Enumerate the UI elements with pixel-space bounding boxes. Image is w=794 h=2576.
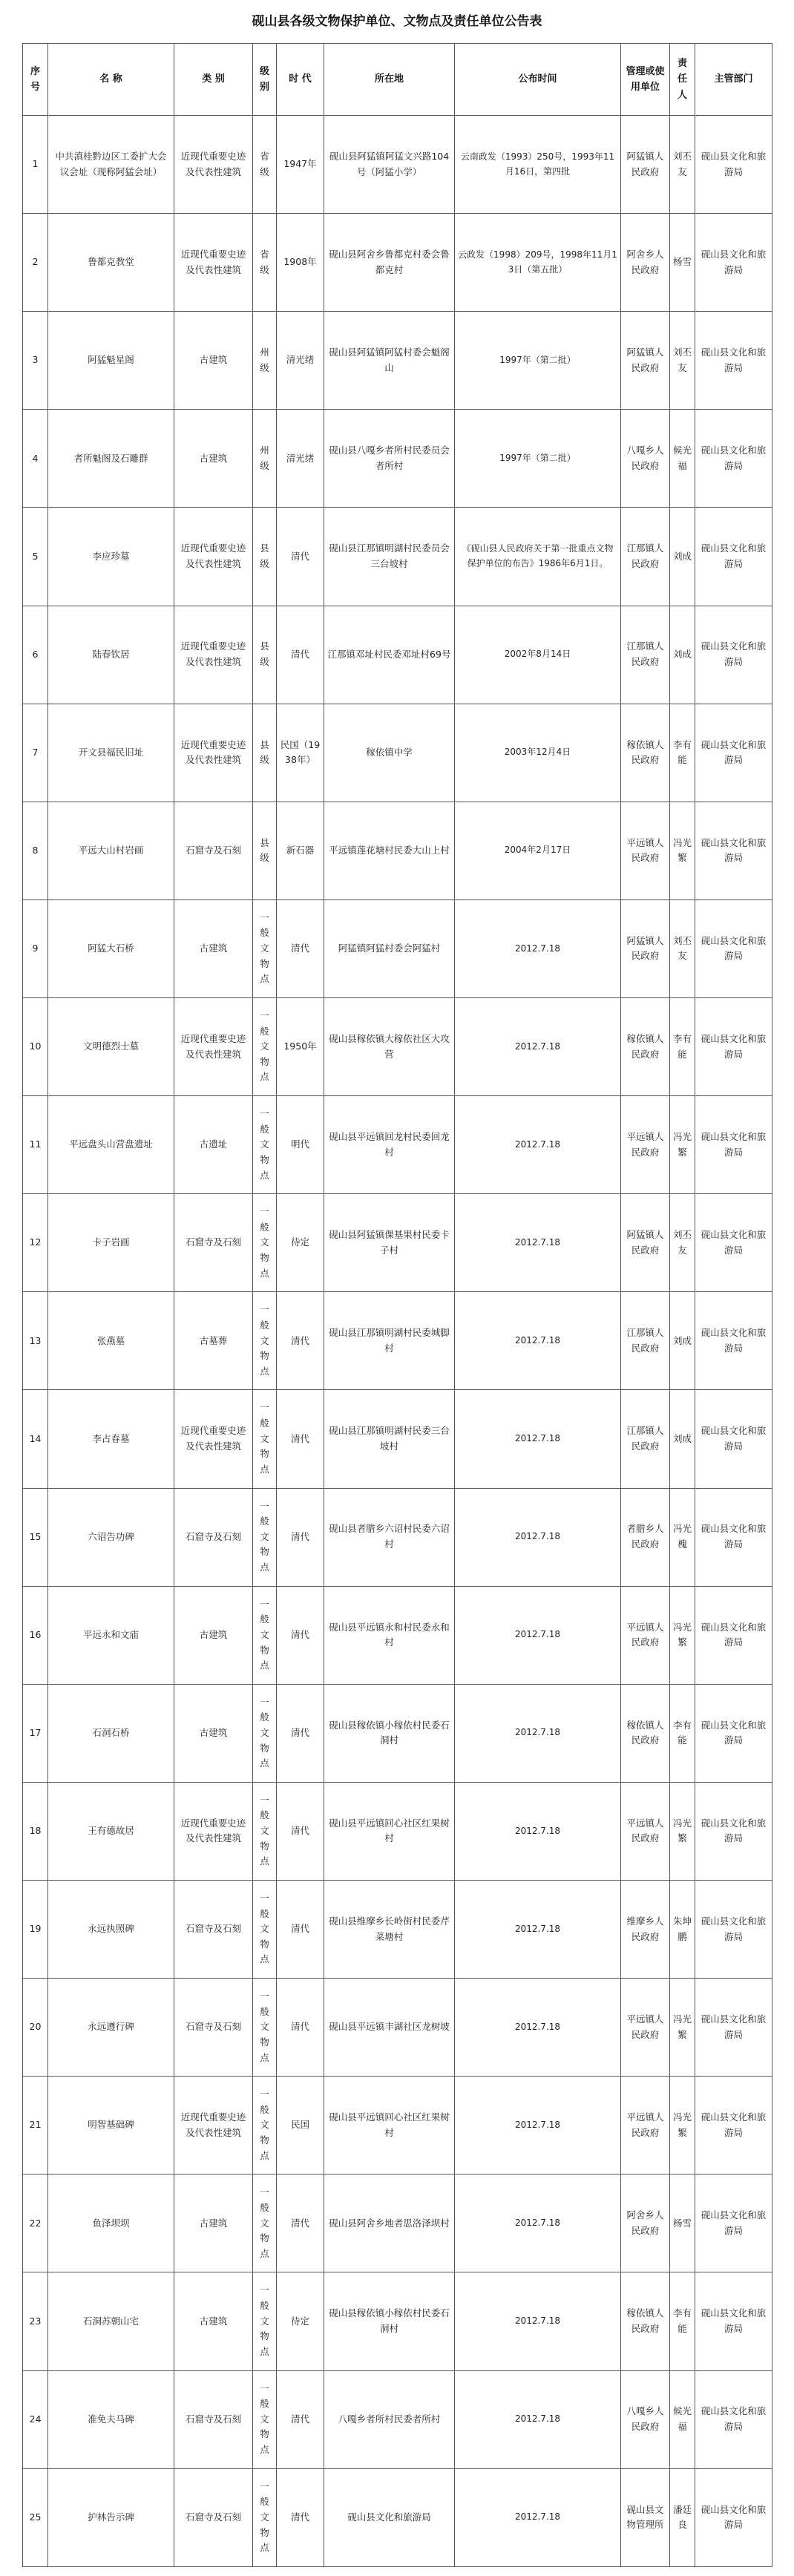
cell-name: 平远盘头山营盘遗址 <box>48 1096 174 1194</box>
cell-location: 砚山县江那镇明湖村民委城脚村 <box>324 1292 455 1390</box>
cell-published: 1997年（第二批） <box>455 410 621 508</box>
cell-level: 一般文物点 <box>253 997 277 1095</box>
cell-name: 永远执照碑 <box>48 1880 174 1978</box>
cell-published: 2012.7.18 <box>455 2468 621 2566</box>
cell-level: 县级 <box>253 704 277 802</box>
cell-manager: 平远镇人民政府 <box>621 2077 670 2174</box>
cell-seq: 5 <box>23 508 48 606</box>
cell-person: 刘成 <box>670 508 695 606</box>
cell-name: 陆春钦居 <box>48 606 174 704</box>
cell-name: 卡子岩画 <box>48 1194 174 1292</box>
cell-level: 一般文物点 <box>253 1880 277 1978</box>
cell-level: 一般文物点 <box>253 1096 277 1194</box>
cell-published: 云政发（1998）209号，1998年11月13日（第五批） <box>455 214 621 312</box>
cell-location: 砚山县平远镇回龙村民委回龙村 <box>324 1096 455 1194</box>
cell-category: 石窟寺及石刻 <box>174 2468 253 2566</box>
cell-location: 稼依镇中学 <box>324 704 455 802</box>
cell-manager: 砚山县文物管理所 <box>621 2468 670 2566</box>
table-body <box>23 116 772 2567</box>
cell-manager: 阿舍乡人民政府 <box>621 214 670 312</box>
cell-level: 一般文物点 <box>253 1194 277 1292</box>
cell-level: 一般文物点 <box>253 2174 277 2272</box>
cell-location: 砚山县阿猛镇倮基果村民委卡子村 <box>324 1194 455 1292</box>
cell-manager: 者腊乡人民政府 <box>621 1488 670 1586</box>
header-manager: 管理或使用单位 <box>621 44 670 116</box>
cell-category: 古建筑 <box>174 2272 253 2370</box>
cell-authority: 砚山县文化和旅游局 <box>695 214 772 312</box>
cell-era: 清代 <box>277 2468 324 2566</box>
cell-seq: 17 <box>23 1684 48 1782</box>
cell-level: 州级 <box>253 410 277 508</box>
cell-level: 县级 <box>253 606 277 704</box>
cell-location: 八嘎乡者所村民委者所村 <box>324 2370 455 2468</box>
cell-seq: 4 <box>23 410 48 508</box>
cell-era: 清代 <box>277 1880 324 1978</box>
cell-manager: 稼依镇人民政府 <box>621 1684 670 1782</box>
header-level: 级别 <box>253 44 277 116</box>
cell-category: 近现代重要史迹及代表性建筑 <box>174 214 253 312</box>
cell-level: 县级 <box>253 802 277 899</box>
cell-category: 古建筑 <box>174 2174 253 2272</box>
cell-era: 清代 <box>277 1488 324 1586</box>
cell-published: 2012.7.18 <box>455 2272 621 2370</box>
cell-seq: 24 <box>23 2370 48 2468</box>
cell-authority: 砚山县文化和旅游局 <box>695 2272 772 2370</box>
cell-era: 明代 <box>277 1096 324 1194</box>
cell-category: 近现代重要史迹及代表性建筑 <box>174 116 253 214</box>
cell-published: 2002年8月14日 <box>455 606 621 704</box>
table-row <box>23 997 772 1095</box>
cell-authority: 砚山县文化和旅游局 <box>695 1880 772 1978</box>
cell-seq: 14 <box>23 1390 48 1488</box>
cell-published: 1997年（第二批） <box>455 312 621 410</box>
cell-published: 2012.7.18 <box>455 899 621 997</box>
table-row <box>23 2370 772 2468</box>
cell-location: 砚山县文化和旅游局 <box>324 2468 455 2566</box>
cell-seq: 18 <box>23 1782 48 1880</box>
cell-person: 冯光繁 <box>670 1782 695 1880</box>
cell-level: 一般文物点 <box>253 1684 277 1782</box>
cell-person: 刘成 <box>670 1292 695 1390</box>
table-row <box>23 1488 772 1586</box>
cell-category: 近现代重要史迹及代表性建筑 <box>174 606 253 704</box>
cell-authority: 砚山县文化和旅游局 <box>695 1782 772 1880</box>
cell-seq: 21 <box>23 2077 48 2174</box>
cell-authority: 砚山县文化和旅游局 <box>695 1096 772 1194</box>
cell-name: 王有德故居 <box>48 1782 174 1880</box>
cell-era: 待定 <box>277 2272 324 2370</box>
cell-category: 石窟寺及石刻 <box>174 1488 253 1586</box>
cell-seq: 25 <box>23 2468 48 2566</box>
cell-name: 石洞石桥 <box>48 1684 174 1782</box>
cell-published: 2012.7.18 <box>455 997 621 1095</box>
header-published: 公布时间 <box>455 44 621 116</box>
cell-published: 云南政发（1993）250号，1993年11月16日，第四批 <box>455 116 621 214</box>
cell-era: 新石器 <box>277 802 324 899</box>
cell-category: 石窟寺及石刻 <box>174 802 253 899</box>
cell-era: 清光绪 <box>277 410 324 508</box>
cell-name: 准免夫马碑 <box>48 2370 174 2468</box>
cell-category: 石窟寺及石刻 <box>174 1194 253 1292</box>
cell-published: 2012.7.18 <box>455 1488 621 1586</box>
cell-published: 2012.7.18 <box>455 1096 621 1194</box>
cell-published: 2004年2月17日 <box>455 802 621 899</box>
cell-published: 2012.7.18 <box>455 1194 621 1292</box>
cell-name: 李占春墓 <box>48 1390 174 1488</box>
cell-seq: 13 <box>23 1292 48 1390</box>
heritage-notice-table <box>22 43 772 2567</box>
cell-era: 清代 <box>277 899 324 997</box>
cell-location: 砚山县稼依镇小稼依村民委石洞村 <box>324 1684 455 1782</box>
cell-name: 永远遵行碑 <box>48 1979 174 2077</box>
cell-person: 候光福 <box>670 2370 695 2468</box>
cell-manager: 稼依镇人民政府 <box>621 997 670 1095</box>
cell-category: 石窟寺及石刻 <box>174 1979 253 2077</box>
cell-category: 近现代重要史迹及代表性建筑 <box>174 704 253 802</box>
cell-manager: 平远镇人民政府 <box>621 802 670 899</box>
cell-location: 砚山县阿猛镇阿猛村委会魁阁山 <box>324 312 455 410</box>
cell-level: 一般文物点 <box>253 1292 277 1390</box>
table-row <box>23 214 772 312</box>
cell-person: 杨雪 <box>670 214 695 312</box>
cell-manager: 平远镇人民政府 <box>621 1096 670 1194</box>
cell-category: 古遗址 <box>174 1096 253 1194</box>
cell-location: 砚山县阿猛镇阿猛文兴路104号（阿猛小学） <box>324 116 455 214</box>
cell-era: 清代 <box>277 1390 324 1488</box>
cell-published: 《砚山县人民政府关于第一批重点文物保护单位的布告》1986年6月1日。 <box>455 508 621 606</box>
cell-name: 开文县福民旧址 <box>48 704 174 802</box>
cell-person: 杨雪 <box>670 2174 695 2272</box>
cell-authority: 砚山县文化和旅游局 <box>695 2077 772 2174</box>
header-location: 所在地 <box>324 44 455 116</box>
cell-era: 清代 <box>277 508 324 606</box>
cell-name: 明智基础碑 <box>48 2077 174 2174</box>
cell-name: 平远大山村岩画 <box>48 802 174 899</box>
cell-location: 砚山县平远镇永和村民委永和村 <box>324 1586 455 1684</box>
cell-person: 冯光繁 <box>670 1096 695 1194</box>
cell-person: 冯光繁 <box>670 802 695 899</box>
cell-seq: 22 <box>23 2174 48 2272</box>
cell-authority: 砚山县文化和旅游局 <box>695 802 772 899</box>
cell-person: 候光福 <box>670 410 695 508</box>
cell-era: 民国 <box>277 2077 324 2174</box>
header-person: 责任人 <box>670 44 695 116</box>
cell-manager: 阿猛镇人民政府 <box>621 312 670 410</box>
cell-category: 石窟寺及石刻 <box>174 1880 253 1978</box>
table-row <box>23 802 772 899</box>
cell-published: 2012.7.18 <box>455 1880 621 1978</box>
cell-authority: 砚山县文化和旅游局 <box>695 2468 772 2566</box>
cell-location: 砚山县阿舍乡鲁都克村委会鲁都克村 <box>324 214 455 312</box>
cell-era: 民国（1938年） <box>277 704 324 802</box>
cell-category: 石窟寺及石刻 <box>174 2370 253 2468</box>
cell-seq: 6 <box>23 606 48 704</box>
cell-published: 2012.7.18 <box>455 2077 621 2174</box>
cell-level: 一般文物点 <box>253 2077 277 2174</box>
cell-authority: 砚山县文化和旅游局 <box>695 2174 772 2272</box>
cell-category: 近现代重要史迹及代表性建筑 <box>174 997 253 1095</box>
cell-manager: 平远镇人民政府 <box>621 1586 670 1684</box>
table-row <box>23 2174 772 2272</box>
header-name: 名 称 <box>48 44 174 116</box>
cell-seq: 2 <box>23 214 48 312</box>
cell-manager: 江那镇人民政府 <box>621 606 670 704</box>
cell-name: 鱼泽坝坝 <box>48 2174 174 2272</box>
cell-person: 冯光繁 <box>670 2077 695 2174</box>
cell-name: 石洞苏朝山宅 <box>48 2272 174 2370</box>
cell-category: 古建筑 <box>174 899 253 997</box>
cell-seq: 3 <box>23 312 48 410</box>
cell-manager: 平远镇人民政府 <box>621 1782 670 1880</box>
cell-level: 一般文物点 <box>253 1390 277 1488</box>
cell-level: 县级 <box>253 508 277 606</box>
cell-seq: 19 <box>23 1880 48 1978</box>
cell-name: 张燕墓 <box>48 1292 174 1390</box>
cell-level: 州级 <box>253 312 277 410</box>
cell-published: 2012.7.18 <box>455 1586 621 1684</box>
cell-era: 清代 <box>277 1586 324 1684</box>
cell-level: 省级 <box>253 116 277 214</box>
cell-location: 砚山县稼依镇大稼依社区大攻营 <box>324 997 455 1095</box>
cell-person: 刘丕友 <box>670 1194 695 1292</box>
header-seq: 序号 <box>23 44 48 116</box>
cell-authority: 砚山县文化和旅游局 <box>695 2370 772 2468</box>
cell-manager: 八嘎乡人民政府 <box>621 410 670 508</box>
cell-person: 刘成 <box>670 606 695 704</box>
cell-manager: 阿舍乡人民政府 <box>621 2174 670 2272</box>
cell-name: 平远永和文庙 <box>48 1586 174 1684</box>
cell-era: 清光绪 <box>277 312 324 410</box>
table-row <box>23 2077 772 2174</box>
cell-published: 2012.7.18 <box>455 1292 621 1390</box>
cell-location: 平远镇莲花塘村民委大山上村 <box>324 802 455 899</box>
cell-manager: 维摩乡人民政府 <box>621 1880 670 1978</box>
cell-location: 砚山县维摩乡长岭街村民委芹菜塘村 <box>324 1880 455 1978</box>
cell-seq: 12 <box>23 1194 48 1292</box>
cell-authority: 砚山县文化和旅游局 <box>695 997 772 1095</box>
cell-authority: 砚山县文化和旅游局 <box>695 1684 772 1782</box>
cell-person: 刘丕友 <box>670 116 695 214</box>
table-row <box>23 508 772 606</box>
cell-level: 一般文物点 <box>253 1979 277 2077</box>
cell-person: 冯光繁 <box>670 1586 695 1684</box>
cell-category: 古建筑 <box>174 1684 253 1782</box>
table-row <box>23 899 772 997</box>
cell-manager: 稼依镇人民政府 <box>621 704 670 802</box>
cell-published: 2003年12月4日 <box>455 704 621 802</box>
table-row <box>23 2468 772 2566</box>
header-authority: 主管部门 <box>695 44 772 116</box>
cell-manager: 稼依镇人民政府 <box>621 2272 670 2370</box>
cell-location: 砚山县平远镇回心社区红果树村 <box>324 2077 455 2174</box>
cell-seq: 11 <box>23 1096 48 1194</box>
table-row <box>23 1979 772 2077</box>
cell-category: 近现代重要史迹及代表性建筑 <box>174 508 253 606</box>
cell-person: 刘丕友 <box>670 899 695 997</box>
cell-level: 一般文物点 <box>253 2370 277 2468</box>
cell-name: 鲁都克教堂 <box>48 214 174 312</box>
cell-name: 护林告示碑 <box>48 2468 174 2566</box>
cell-name: 者所魁阁及石雕群 <box>48 410 174 508</box>
cell-authority: 砚山县文化和旅游局 <box>695 1390 772 1488</box>
table-row <box>23 704 772 802</box>
header-era: 时 代 <box>277 44 324 116</box>
cell-era: 清代 <box>277 1292 324 1390</box>
cell-seq: 7 <box>23 704 48 802</box>
cell-location: 砚山县江那镇明湖村民委员会三台坡村 <box>324 508 455 606</box>
cell-person: 李有能 <box>670 2272 695 2370</box>
table-row <box>23 606 772 704</box>
cell-level: 一般文物点 <box>253 1488 277 1586</box>
cell-era: 1950年 <box>277 997 324 1095</box>
cell-person: 刘成 <box>670 1390 695 1488</box>
cell-location: 砚山县八嘎乡者所村民委员会者所村 <box>324 410 455 508</box>
cell-published: 2012.7.18 <box>455 1782 621 1880</box>
cell-category: 近现代重要史迹及代表性建筑 <box>174 2077 253 2174</box>
table-row <box>23 1586 772 1684</box>
cell-published: 2012.7.18 <box>455 2370 621 2468</box>
cell-category: 古建筑 <box>174 410 253 508</box>
cell-authority: 砚山县文化和旅游局 <box>695 1586 772 1684</box>
cell-published: 2012.7.18 <box>455 1684 621 1782</box>
cell-era: 清代 <box>277 2370 324 2468</box>
cell-person: 李有能 <box>670 1684 695 1782</box>
cell-era: 清代 <box>277 1979 324 2077</box>
cell-seq: 20 <box>23 1979 48 2077</box>
cell-name: 六诏告功碑 <box>48 1488 174 1586</box>
cell-era: 清代 <box>277 1782 324 1880</box>
cell-person: 冯光繁 <box>670 1979 695 2077</box>
cell-person: 朱坤鹏 <box>670 1880 695 1978</box>
cell-authority: 砚山县文化和旅游局 <box>695 312 772 410</box>
table-row <box>23 312 772 410</box>
cell-category: 近现代重要史迹及代表性建筑 <box>174 1390 253 1488</box>
cell-authority: 砚山县文化和旅游局 <box>695 116 772 214</box>
cell-seq: 1 <box>23 116 48 214</box>
cell-name: 阿猛魁星阁 <box>48 312 174 410</box>
table-row <box>23 1194 772 1292</box>
table-row <box>23 1782 772 1880</box>
table-row <box>23 116 772 214</box>
cell-location: 江那镇邓址村民委邓址村69号 <box>324 606 455 704</box>
cell-level: 一般文物点 <box>253 899 277 997</box>
cell-era: 1947年 <box>277 116 324 214</box>
cell-seq: 15 <box>23 1488 48 1586</box>
table-row <box>23 410 772 508</box>
cell-name: 阿猛大石桥 <box>48 899 174 997</box>
cell-level: 一般文物点 <box>253 2468 277 2566</box>
cell-location: 阿猛镇阿猛村委会阿猛村 <box>324 899 455 997</box>
cell-authority: 砚山县文化和旅游局 <box>695 1194 772 1292</box>
cell-person: 潘廷良 <box>670 2468 695 2566</box>
cell-authority: 砚山县文化和旅游局 <box>695 899 772 997</box>
cell-era: 清代 <box>277 2174 324 2272</box>
cell-category: 近现代重要史迹及代表性建筑 <box>174 1782 253 1880</box>
cell-level: 一般文物点 <box>253 2272 277 2370</box>
cell-authority: 砚山县文化和旅游局 <box>695 606 772 704</box>
cell-seq: 16 <box>23 1586 48 1684</box>
cell-era: 待定 <box>277 1194 324 1292</box>
cell-manager: 江那镇人民政府 <box>621 1292 670 1390</box>
cell-seq: 23 <box>23 2272 48 2370</box>
cell-authority: 砚山县文化和旅游局 <box>695 508 772 606</box>
cell-manager: 阿猛镇人民政府 <box>621 1194 670 1292</box>
cell-seq: 8 <box>23 802 48 899</box>
table-row <box>23 2272 772 2370</box>
cell-name: 李应珍墓 <box>48 508 174 606</box>
cell-person: 刘丕友 <box>670 312 695 410</box>
cell-location: 砚山县者腊乡六诏村民委六诏村 <box>324 1488 455 1586</box>
cell-published: 2012.7.18 <box>455 2174 621 2272</box>
cell-published: 2012.7.18 <box>455 1979 621 2077</box>
table-header-row <box>23 44 772 116</box>
cell-authority: 砚山县文化和旅游局 <box>695 410 772 508</box>
header-category: 类 别 <box>174 44 253 116</box>
cell-manager: 阿猛镇人民政府 <box>621 116 670 214</box>
page-title: 砚山县各级文物保护单位、文物点及责任单位公告表 <box>252 14 542 29</box>
cell-level: 一般文物点 <box>253 1782 277 1880</box>
cell-published: 2012.7.18 <box>455 1390 621 1488</box>
cell-era: 清代 <box>277 606 324 704</box>
cell-name: 中共滇桂黔边区工委扩大会议会址（现称阿猛会址） <box>48 116 174 214</box>
cell-level: 省级 <box>253 214 277 312</box>
table-row <box>23 1390 772 1488</box>
table-row <box>23 1880 772 1978</box>
cell-authority: 砚山县文化和旅游局 <box>695 704 772 802</box>
cell-category: 古墓葬 <box>174 1292 253 1390</box>
cell-category: 古建筑 <box>174 1586 253 1684</box>
cell-authority: 砚山县文化和旅游局 <box>695 1292 772 1390</box>
cell-seq: 10 <box>23 997 48 1095</box>
cell-manager: 阿猛镇人民政府 <box>621 899 670 997</box>
cell-manager: 江那镇人民政府 <box>621 508 670 606</box>
cell-location: 砚山县平远镇丰湖社区龙树坡 <box>324 1979 455 2077</box>
cell-location: 砚山县平远镇回心社区红果树村 <box>324 1782 455 1880</box>
cell-level: 一般文物点 <box>253 1586 277 1684</box>
cell-authority: 砚山县文化和旅游局 <box>695 1488 772 1586</box>
cell-era: 清代 <box>277 1684 324 1782</box>
cell-person: 李有能 <box>670 704 695 802</box>
cell-person: 冯光槐 <box>670 1488 695 1586</box>
table-row <box>23 1292 772 1390</box>
cell-name: 文明德烈士墓 <box>48 997 174 1095</box>
cell-era: 1908年 <box>277 214 324 312</box>
cell-location: 砚山县稼依镇小稼依村民委石洞村 <box>324 2272 455 2370</box>
cell-authority: 砚山县文化和旅游局 <box>695 1979 772 2077</box>
table-row <box>23 1096 772 1194</box>
table-row <box>23 1684 772 1782</box>
cell-location: 砚山县江那镇明湖村民委三台坡村 <box>324 1390 455 1488</box>
cell-location: 砚山县阿舍乡地者思洛泽坝村 <box>324 2174 455 2272</box>
cell-manager: 八嘎乡人民政府 <box>621 2370 670 2468</box>
cell-person: 李有能 <box>670 997 695 1095</box>
cell-category: 古建筑 <box>174 312 253 410</box>
cell-manager: 平远镇人民政府 <box>621 1979 670 2077</box>
cell-manager: 江那镇人民政府 <box>621 1390 670 1488</box>
cell-seq: 9 <box>23 899 48 997</box>
